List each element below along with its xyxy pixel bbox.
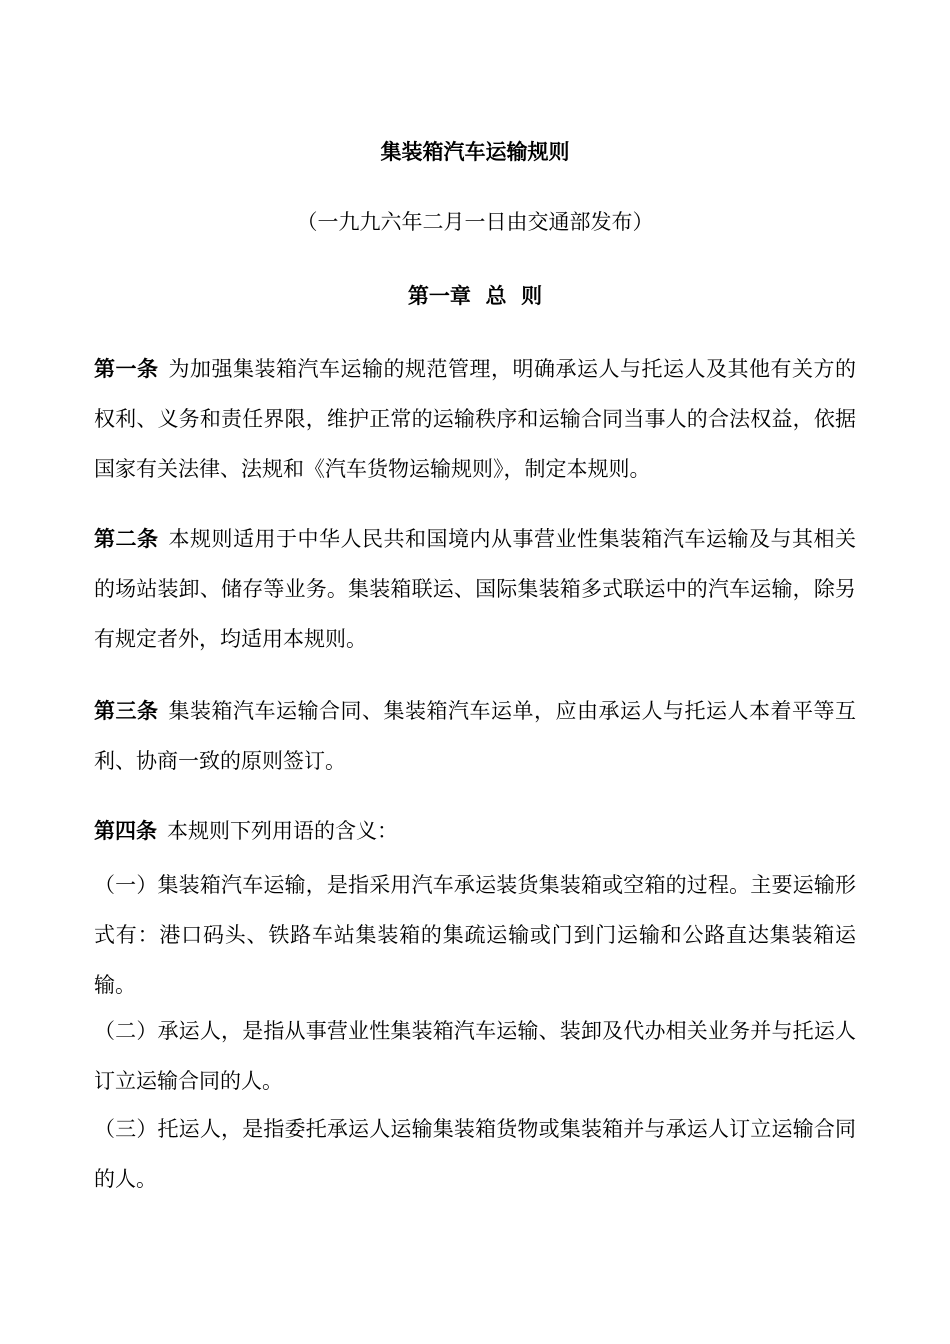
article-2 [94,514,856,664]
definition-item: （三）托运人，是指委托承运人运输集装箱货物或集装箱并与承运人订立运输合同的人。 [94,1117,856,1191]
article-label: 第二条 [94,526,159,551]
document-subtitle: （一九九六年二月一日由交通部发布） [296,210,654,234]
article-text: 集装箱汽车运输合同、集装箱汽车运单，应由承运人与托运人本着平等互利、协商一致的原则签订。 [94,699,856,773]
article-1 [94,344,856,494]
definition-item: （二）承运人，是指从事营业性集装箱汽车运输、装卸及代办相关业务并与托运人订立运输合同的人。 [94,1019,856,1093]
chapter-heading [0,282,950,310]
article-text: 本规则适用于中华人民共和国境内从事营业性集装箱汽车运输及与其相关的场站装卸、储存等业务。集装箱联运、国际集装箱多式联运中的汽车运输，除另有规定者外，均适用本规则。 [94,527,856,651]
article-4 [94,806,856,856]
article-label: 第三条 [94,698,159,723]
definition-item: （一）集装箱汽车运输，是指采用汽车承运装货集装箱或空箱的过程。主要运输形式有：港口码头、铁路车站集装箱的集疏运输或门到门运输和公路直达集装箱运输。 [94,873,856,997]
article-text: 为加强集装箱汽车运输的规范管理，明确承运人与托运人及其他有关方的权利、义务和责任界限，维护正常的运输秩序和运输合同当事人的合法权益，依据国家有关法律、法规和《汽车货物运输规则》，制定本规则。 [94,357,856,481]
chapter-heading-text: 第一章 总 则 [407,283,543,308]
article-label: 第四条 [94,818,157,843]
article-text: 本规则下列用语的含义： [167,819,398,843]
article-3 [94,686,856,786]
article-label: 第一条 [94,356,159,381]
document-title: 集装箱汽车运输规则 [380,139,570,164]
